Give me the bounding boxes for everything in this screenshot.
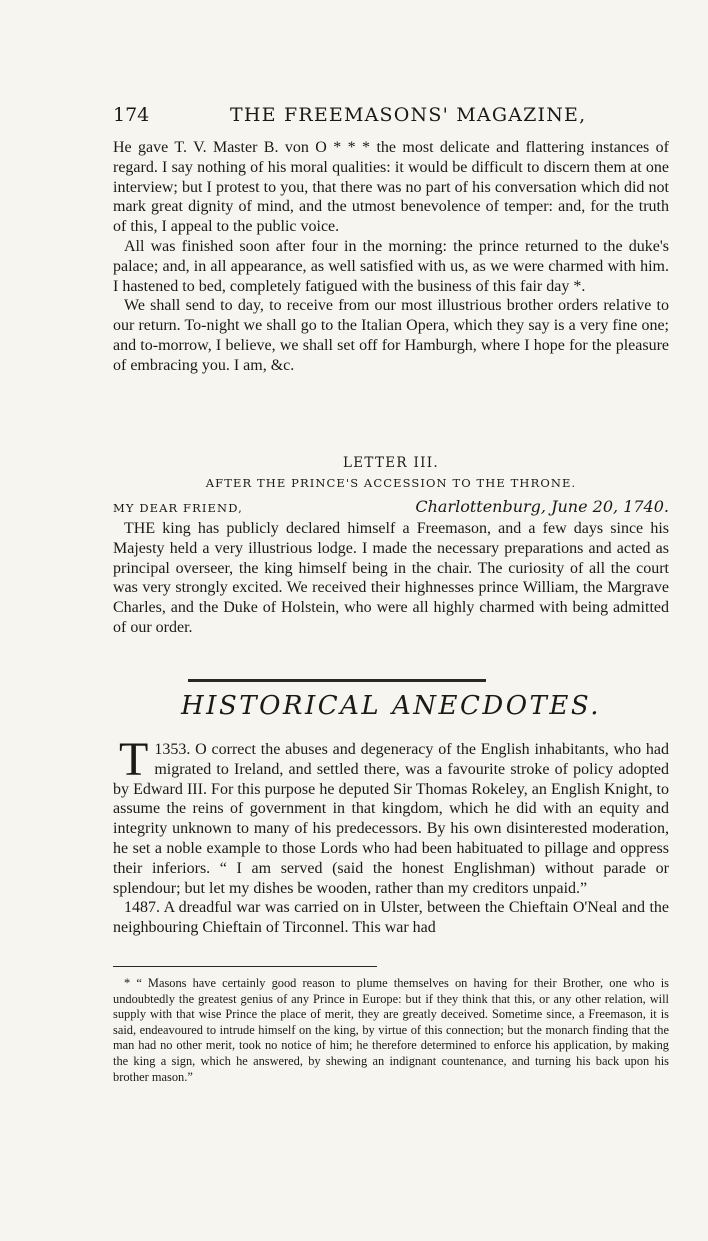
section-title: HISTORICAL ANECDOTES. xyxy=(181,691,601,721)
dateline: Charlottenburg, June 20, 1740. xyxy=(415,497,669,516)
footnote-rule xyxy=(113,966,377,967)
paragraph: We shall send to day, to receive from our most illustrious brother orders relative to our return. To-night we shall go to the Italian Opera, which they say is a very fine one; and to-morrow, I believe, we shall set off for Hamburgh, where I hope for the pleasure of embracing you. I am, &c. xyxy=(113,297,669,374)
entry-year: 1487. xyxy=(124,899,160,917)
footnote xyxy=(113,976,669,1085)
anecdote-entry xyxy=(113,898,669,938)
salutation-row xyxy=(113,497,669,519)
page-header xyxy=(113,100,669,128)
entry-text: A dreadful war was carried on in Ulster, between the Chieftain O'Neal and the neighbouring Chieftain of Tirconnel. This war had xyxy=(113,899,669,937)
letter-title: LETTER III. xyxy=(343,455,439,471)
paragraph: THE king has publicly declared himself a Freemason, and a few days since his Majesty held a very illustrious lodge. I made the necessary preparations and acted as principal overseer, the king himself being in the chair. The curiosity of all the court was very strongly excited. We received their highnesses prince William, the Margrave Charles, and the Duke of Holstein, who were all highly charmed with being admitted of our order. xyxy=(113,520,669,636)
drop-cap: T xyxy=(119,733,149,786)
letter-two-continuation xyxy=(113,138,669,376)
letter-three-body xyxy=(113,519,669,638)
salutation: MY DEAR FRIEND, xyxy=(113,501,243,515)
running-title: THE FREEMASONS' MAGAZINE, xyxy=(230,104,587,126)
paragraph: He gave T. V. Master B. von O * * * the most delicate and flattering instances of regard. I say nothing of his moral qualities: it would be difficult to discern them at one interview; but I protest to you, that there was no part of his conversation which did not mark great dignity of mind, and the utmost benevolence of temper: and, for the truth of this, I appeal to the public voice. xyxy=(113,139,669,236)
page-number: 174 xyxy=(113,104,150,126)
entry-text: O correct the abuses and degeneracy of the English inhabitants, who had migrated to Ireland, and settled there, was a favourite stroke of policy adopted by Edward III. For this purpose he deputed Sir Thomas Rokeley, an English Knight, to assume the reins of government in that kingdom, which he did with an equity and integrity unknown to many of his predecessors. By his own disinterested moderation, he set a noble example to those Lords who had been habituated to pillage and oppress their inferiors. “ I am served (said the honest Englishman) without parade or splendour; but let my dishes be wooden, rather than my creditors unpaid.” xyxy=(113,741,669,897)
paragraph: All was finished soon after four in the morning: the prince returned to the duke's palace; and, in all appearance, as well satisfied with us, as we were charmed with him. I hastened to bed, completely fatigued with the business of this fair day *. xyxy=(113,237,669,295)
anecdotes-body xyxy=(113,733,669,938)
section-divider xyxy=(188,679,486,682)
footnote-text: * “ Masons have certainly good reason to plume themselves on having for their Brother, one who is undoubtedly the greatest genius of any Prince in Europe: but if they think that this, or any other relation, will supply with that wise Prince the place of merit, they are greatly deceived. Sometime since, a Freemason, it is said, endeavoured to intrude himself on the king, by virtue of this connection; but the monarch finding that the man had no other merit, took no notice of him; he therefore determined to enforce his application, by making the king a sign, which he answered, by shewing an indignant countenance, and turning his back upon his brother mason.” xyxy=(113,976,669,1084)
entry-year: 1353. xyxy=(154,741,191,758)
letter-subtitle: AFTER THE PRINCE'S ACCESSION TO THE THRONE. xyxy=(205,476,577,490)
anecdote-entry xyxy=(113,733,669,898)
